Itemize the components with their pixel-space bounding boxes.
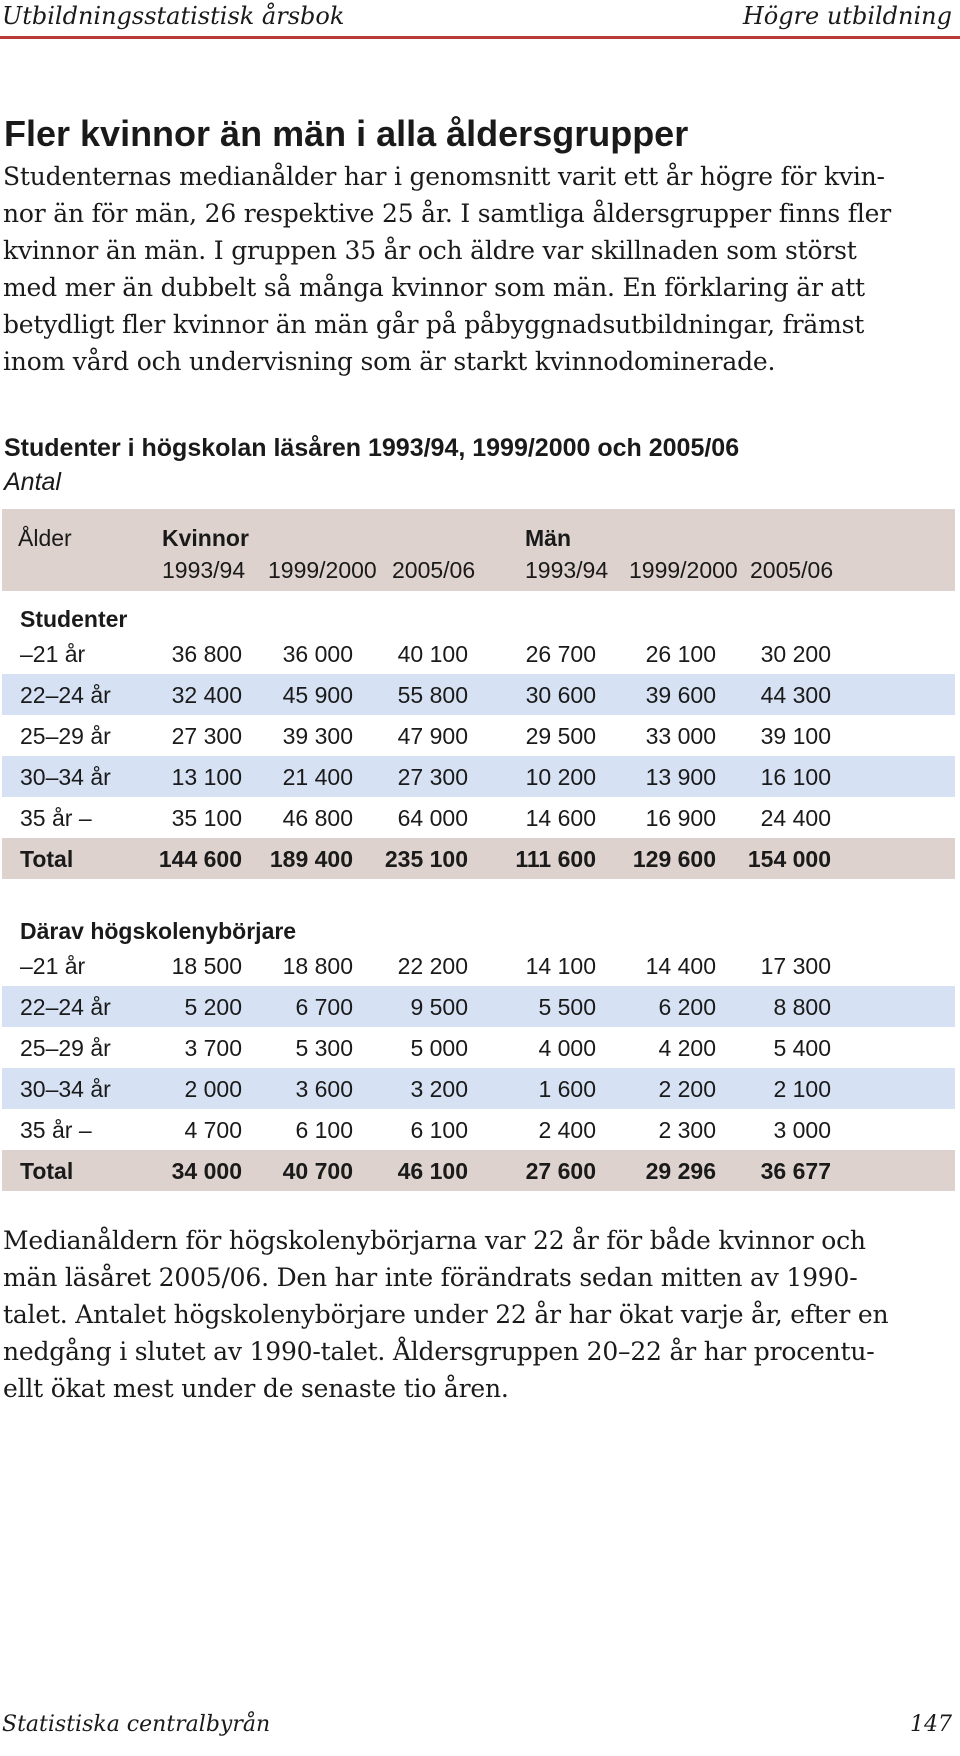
column-group-women: Kvinnor — [162, 525, 249, 551]
row-label: 22–24 år — [20, 682, 111, 708]
section-label: Därav högskolenybörjare — [20, 918, 297, 944]
table-cell: 46 800 — [282, 805, 353, 831]
intro-line: Studenternas medianålder har i genomsnitt varit ett år högre för kvin- — [3, 162, 885, 191]
table-cell: 14 400 — [645, 953, 716, 979]
table-cell: 235 100 — [384, 846, 468, 872]
table-cell: 34 000 — [171, 1158, 242, 1184]
table-cell: 45 900 — [282, 682, 353, 708]
outro-line: Medianåldern för högskolenybörjarna var 22 år för både kvinnor och — [3, 1226, 866, 1255]
table-cell: 4 200 — [658, 1035, 716, 1061]
intro-line: kvinnor än män. I gruppen 35 år och äldre var skillnaden som störst — [3, 236, 857, 265]
table-cell: 39 600 — [645, 682, 716, 708]
table-cell: 21 400 — [282, 764, 353, 790]
table-cell: 30 600 — [525, 682, 596, 708]
section-heading: Fler kvinnor än män i alla åldersgrupper — [4, 113, 689, 154]
table-cell: 2 300 — [658, 1117, 716, 1143]
table-cell: 55 800 — [397, 682, 468, 708]
table-cell: 29 500 — [525, 723, 596, 749]
table-row — [2, 1068, 955, 1109]
table-cell: 36 677 — [760, 1158, 831, 1184]
table-cell: 5 000 — [410, 1035, 468, 1061]
table-cell: 32 400 — [171, 682, 242, 708]
header-publication: Utbildningsstatistisk årsbok — [2, 2, 345, 30]
row-label: 30–34 år — [20, 1076, 111, 1102]
table-cell: 2 100 — [773, 1076, 831, 1102]
section-label: Studenter — [20, 606, 128, 632]
total-row — [2, 838, 955, 879]
table-row — [2, 986, 955, 1027]
table-cell: 2 200 — [658, 1076, 716, 1102]
table-body — [2, 591, 955, 1191]
header-chapter: Högre utbildning — [742, 2, 952, 30]
table-cell: 5 500 — [538, 994, 596, 1020]
table-cell: 16 900 — [645, 805, 716, 831]
table-cell: 27 300 — [171, 723, 242, 749]
table-row — [2, 756, 955, 797]
table-row — [2, 945, 955, 986]
table-cell: 111 600 — [515, 846, 596, 872]
outro-line: talet. Antalet högskolenybörjare under 22 år har ökat varje år, efter en — [3, 1300, 889, 1329]
column-group-men: Män — [525, 525, 571, 551]
row-label: Total — [20, 846, 74, 872]
table-row — [2, 715, 955, 756]
table-cell: 189 400 — [269, 846, 353, 872]
column-header-year: 1999/2000 — [268, 557, 377, 583]
table-cell: 39 100 — [760, 723, 831, 749]
table-cell: 3 200 — [410, 1076, 468, 1102]
table-cell: 14 100 — [525, 953, 596, 979]
intro-line: nor än för män, 26 respektive 25 år. I samtliga åldersgrupper finns fler — [3, 199, 891, 228]
row-label: 25–29 år — [20, 1035, 111, 1061]
table-row — [2, 1109, 955, 1150]
table-cell: 129 600 — [632, 846, 716, 872]
column-header-year: 1993/94 — [162, 557, 246, 583]
table-cell: 2 000 — [184, 1076, 242, 1102]
table-cell: 1 600 — [538, 1076, 596, 1102]
table-row — [2, 1027, 955, 1068]
table-cell: 6 200 — [658, 994, 716, 1020]
table-cell: 16 100 — [760, 764, 831, 790]
table-row — [2, 633, 955, 674]
table-cell: 29 296 — [645, 1158, 716, 1184]
table-cell: 24 400 — [760, 805, 831, 831]
column-header-year: 1999/2000 — [629, 557, 738, 583]
row-label: 25–29 år — [20, 723, 111, 749]
section-heading-row — [2, 591, 955, 633]
table-cell: 26 100 — [645, 641, 716, 667]
running-header — [0, 0, 960, 39]
statistics-table — [2, 509, 955, 1191]
intro-line: betydligt fler kvinnor än män går på påbyggnadsutbildningar, främst — [3, 310, 865, 339]
table-cell: 13 900 — [645, 764, 716, 790]
table-cell: 64 000 — [397, 805, 468, 831]
closing-paragraph — [3, 1222, 953, 1407]
column-header-year: 2005/06 — [392, 557, 476, 583]
outro-line: nedgång i slutet av 1990-talet. Åldersgruppen 20–22 år har procentu- — [3, 1337, 875, 1366]
table-cell: 26 700 — [525, 641, 596, 667]
table-cell: 6 100 — [295, 1117, 353, 1143]
table-cell: 36 000 — [282, 641, 353, 667]
table-cell: 17 300 — [760, 953, 831, 979]
table-cell: 47 900 — [397, 723, 468, 749]
table-cell: 144 600 — [158, 846, 242, 872]
table-cell: 33 000 — [645, 723, 716, 749]
outro-line: ellt ökat mest under de senaste tio åren. — [3, 1374, 509, 1403]
row-label: 22–24 år — [20, 994, 111, 1020]
table-cell: 10 200 — [525, 764, 596, 790]
row-label: –21 år — [20, 953, 86, 979]
table-subtitle: Antal — [4, 468, 61, 496]
outro-line: män läsåret 2005/06. Den har inte förändrats sedan mitten av 1990- — [3, 1263, 858, 1292]
section-spacer — [2, 879, 955, 903]
table-cell: 6 700 — [295, 994, 353, 1020]
column-header-age: Ålder — [18, 525, 72, 551]
table-cell: 35 100 — [171, 805, 242, 831]
table-cell: 4 700 — [184, 1117, 242, 1143]
table-cell: 3 000 — [773, 1117, 831, 1143]
table-row — [2, 674, 955, 715]
table-cell: 18 500 — [171, 953, 242, 979]
table-cell: 44 300 — [760, 682, 831, 708]
table-cell: 22 200 — [397, 953, 468, 979]
table-cell: 2 400 — [538, 1117, 596, 1143]
table-cell: 40 100 — [397, 641, 468, 667]
table-cell: 6 100 — [410, 1117, 468, 1143]
table-header — [2, 509, 955, 591]
section-heading-row — [2, 903, 955, 945]
row-label: 35 år – — [20, 805, 92, 831]
table-cell: 30 200 — [760, 641, 831, 667]
row-label: –21 år — [20, 641, 86, 667]
table-cell: 5 400 — [773, 1035, 831, 1061]
table-cell: 154 000 — [747, 846, 831, 872]
table-cell: 4 000 — [538, 1035, 596, 1061]
table-cell: 27 600 — [525, 1158, 596, 1184]
footer-publisher: Statistiska centralbyrån — [2, 1712, 271, 1737]
table-cell: 39 300 — [282, 723, 353, 749]
table-cell: 40 700 — [282, 1158, 353, 1184]
table-cell: 5 200 — [184, 994, 242, 1020]
intro-paragraph — [3, 158, 953, 380]
page-number: 147 — [910, 1712, 952, 1737]
table-row — [2, 797, 955, 838]
intro-line: inom vård och undervisning som är starkt kvinnodominerade. — [3, 347, 776, 376]
table-title: Studenter i högskolan läsåren 1993/94, 1999/2000 och 2005/06 — [4, 434, 740, 462]
total-row — [2, 1150, 955, 1191]
table-cell: 36 800 — [171, 641, 242, 667]
column-header-year: 2005/06 — [750, 557, 834, 583]
table-cell: 5 300 — [295, 1035, 353, 1061]
intro-line: med mer än dubbelt så många kvinnor som män. En förklaring är att — [3, 273, 865, 302]
table-cell: 3 700 — [184, 1035, 242, 1061]
row-label: 35 år – — [20, 1117, 92, 1143]
table-cell: 46 100 — [397, 1158, 468, 1184]
table-cell: 14 600 — [525, 805, 596, 831]
row-label: Total — [20, 1158, 74, 1184]
table-cell: 3 600 — [295, 1076, 353, 1102]
table-cell: 8 800 — [773, 994, 831, 1020]
row-label: 30–34 år — [20, 764, 111, 790]
table-cell: 27 300 — [397, 764, 468, 790]
table-cell: 18 800 — [282, 953, 353, 979]
table-cell: 9 500 — [410, 994, 468, 1020]
column-header-year: 1993/94 — [525, 557, 609, 583]
table-cell: 13 100 — [171, 764, 242, 790]
